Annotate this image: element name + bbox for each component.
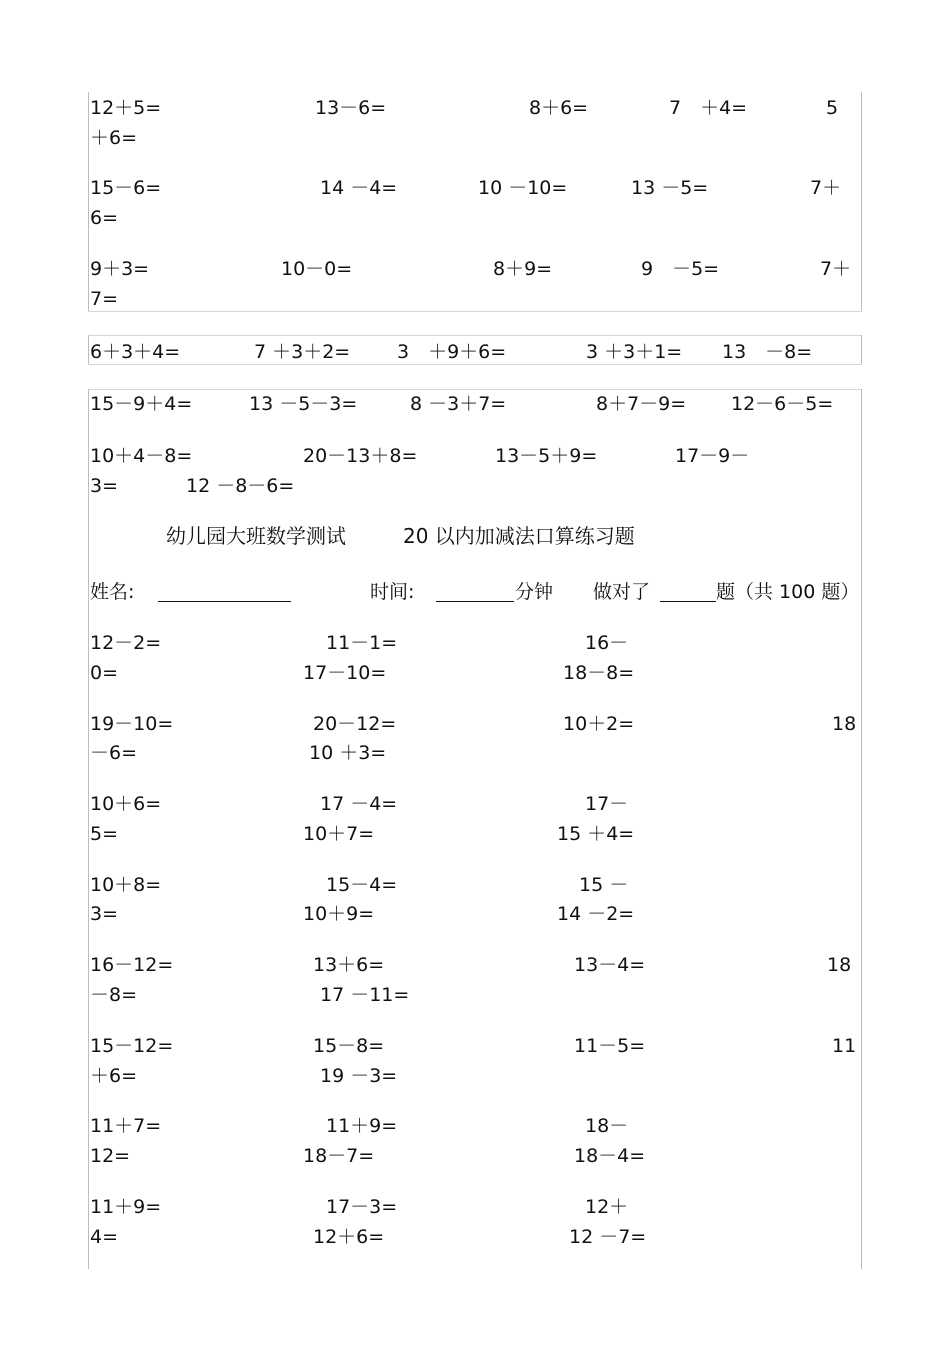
problem: 3 ＋9＋6= xyxy=(397,341,507,363)
problem: 16－12= xyxy=(90,954,174,976)
problem: 11＋9= xyxy=(326,1115,398,1137)
border-left xyxy=(88,335,89,365)
problem: 18 xyxy=(827,954,852,976)
problem: 13－5＋9= xyxy=(495,445,598,467)
problem: 11＋7= xyxy=(90,1115,162,1137)
problem: 15－9＋4= xyxy=(90,393,193,415)
problem: 3 ＋3＋1= xyxy=(586,341,683,363)
problem: 15－12= xyxy=(90,1035,174,1057)
problem: 11－5= xyxy=(574,1035,646,1057)
problem: ＋6= xyxy=(90,127,138,149)
problem: 7= xyxy=(90,288,119,310)
name-label: 姓名: xyxy=(90,581,135,603)
problem: 20－12= xyxy=(313,713,397,735)
problem: 12 －7= xyxy=(569,1226,647,1248)
divider xyxy=(88,364,862,365)
problem: 9 －5= xyxy=(641,258,720,280)
problem: 7 ＋3＋2= xyxy=(254,341,351,363)
problem: 4= xyxy=(90,1226,119,1248)
correct-label: 做对了 xyxy=(593,581,651,603)
problem: 11－1= xyxy=(326,632,398,654)
minutes-label: 分钟 xyxy=(515,581,554,603)
problem: －8= xyxy=(90,984,138,1006)
problem: 17 －11= xyxy=(320,984,410,1006)
problem: 12＋5= xyxy=(90,97,162,119)
problem: 15－4= xyxy=(326,874,398,896)
problem: 18－ xyxy=(585,1115,629,1137)
time-label: 时间: xyxy=(370,581,415,603)
border-right xyxy=(861,335,862,365)
problem: 18－7= xyxy=(303,1145,375,1167)
problem: 13－6= xyxy=(315,97,387,119)
problem: 10 －10= xyxy=(478,177,568,199)
problem: ＋6= xyxy=(90,1065,138,1087)
problem: 6= xyxy=(90,207,119,229)
problem: 10＋4－8= xyxy=(90,445,193,467)
problem: 10 ＋3= xyxy=(309,742,387,764)
problem: 12－6－5= xyxy=(731,393,834,415)
problem: 7＋ xyxy=(820,258,852,280)
border-right xyxy=(861,389,862,1269)
problem: 6＋3＋4= xyxy=(90,341,181,363)
problem: 18－4= xyxy=(574,1145,646,1167)
problem: 5 xyxy=(826,97,839,119)
total-label: 题（共 100 题） xyxy=(716,581,860,603)
name-blank[interactable] xyxy=(158,601,291,602)
problem: 13＋6= xyxy=(313,954,385,976)
problem: 20－13＋8= xyxy=(303,445,418,467)
problem: 15－6= xyxy=(90,177,162,199)
problem: 11 xyxy=(832,1035,857,1057)
problem: 12＋ xyxy=(585,1196,629,1218)
page-subtitle: 20 以内加减法口算练习题 xyxy=(403,524,635,548)
problem: －6= xyxy=(90,742,138,764)
problem: 11＋9= xyxy=(90,1196,162,1218)
problem: 15－8= xyxy=(313,1035,385,1057)
problem: 18 xyxy=(832,713,857,735)
problem: 9＋3= xyxy=(90,258,150,280)
problem: 10＋2= xyxy=(563,713,635,735)
problem: 10＋9= xyxy=(303,903,375,925)
border-left xyxy=(88,389,89,1269)
problem: 17－9－ xyxy=(675,445,750,467)
problem: 16－ xyxy=(585,632,629,654)
problem: 17－ xyxy=(585,793,629,815)
problem: 19－10= xyxy=(90,713,174,735)
problem: 19 －3= xyxy=(320,1065,398,1087)
problem: 8 －3＋7= xyxy=(410,393,507,415)
border-left xyxy=(88,92,89,312)
problem: 10＋7= xyxy=(303,823,375,845)
problem: 17－3= xyxy=(326,1196,398,1218)
problem: 15 － xyxy=(579,874,629,896)
border-right xyxy=(861,92,862,312)
problem: 17－10= xyxy=(303,662,387,684)
problem: 10－0= xyxy=(281,258,353,280)
problem: 13 －5－3= xyxy=(249,393,358,415)
problem: 13 －8= xyxy=(722,341,813,363)
divider xyxy=(88,335,862,336)
problem: 5= xyxy=(90,823,119,845)
problem: 17 －4= xyxy=(320,793,398,815)
problem: 15 ＋4= xyxy=(557,823,635,845)
problem: 14 －2= xyxy=(557,903,635,925)
problem: 12＋6= xyxy=(313,1226,385,1248)
problem: 13－4= xyxy=(574,954,646,976)
problem: 12－2= xyxy=(90,632,162,654)
problem: 10＋8= xyxy=(90,874,162,896)
problem: 8＋9= xyxy=(493,258,553,280)
divider xyxy=(88,389,862,390)
problem: 14 －4= xyxy=(320,177,398,199)
problem: 10＋6= xyxy=(90,793,162,815)
problem: 0= xyxy=(90,662,119,684)
divider xyxy=(88,311,862,312)
problem: 12 －8－6= xyxy=(186,475,295,497)
problem: 7 ＋4= xyxy=(669,97,748,119)
page-title: 幼儿园大班数学测试 xyxy=(166,524,346,548)
problem: 7＋ xyxy=(810,177,842,199)
problem: 3= xyxy=(90,903,119,925)
problem: 13 －5= xyxy=(631,177,709,199)
problem: 3= xyxy=(90,475,119,497)
problem: 18－8= xyxy=(563,662,635,684)
problem: 8＋6= xyxy=(529,97,589,119)
time-blank[interactable] xyxy=(436,601,514,602)
problem: 12= xyxy=(90,1145,131,1167)
problem: 8＋7－9= xyxy=(596,393,687,415)
correct-blank[interactable] xyxy=(660,601,716,602)
